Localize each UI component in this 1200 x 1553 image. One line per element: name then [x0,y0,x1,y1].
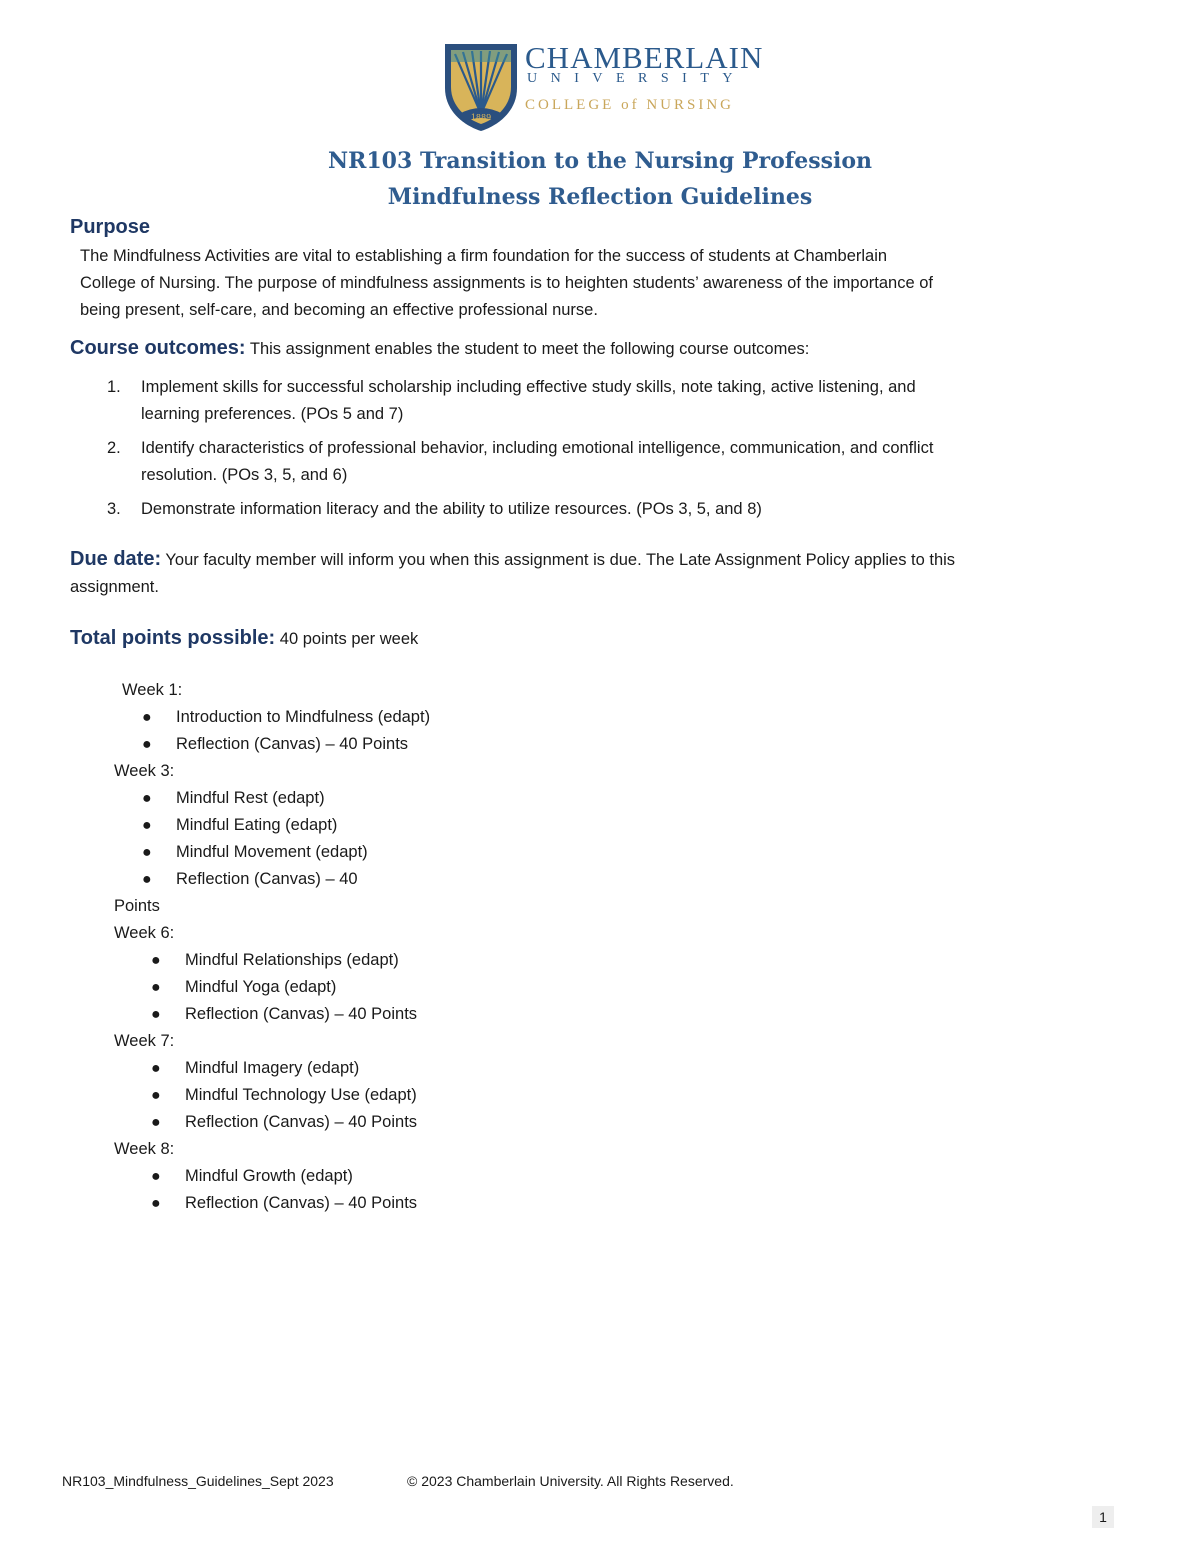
list-item: ● Mindful Eating (edapt) [142,816,338,834]
purpose-line: being present, self-care, and becoming an effective professional nurse. [80,301,598,319]
logo-college-label: COLLEGE of NURSING [525,97,734,113]
week-label: Week 8: [114,1140,175,1158]
logo-university-name: CHAMBERLAIN [525,40,764,75]
list-item: ● Mindful Rest (edapt) [142,789,325,807]
week-label: Week 3: [114,762,175,780]
due-date-text-cont: assignment. [70,578,159,596]
svg-text:1889: 1889 [470,113,492,122]
due-date-text: Your faculty member will inform you when this assignment is due. The Late Assignment Policy applies to this [165,551,956,569]
list-item: ● Mindful Movement (edapt) [142,843,368,861]
list-item: ● Reflection (Canvas) – 40 Points [142,735,409,753]
week-label: Week 1: [122,681,183,699]
list-item: ● Introduction to Mindfulness (edapt) [142,708,431,726]
page-number: 1 [1092,1506,1114,1528]
list-item: ● Mindful Relationships (edapt) [151,951,399,969]
total-points-section [70,625,418,653]
course-outcomes-intro: This assignment enables the student to meet the following course outcomes: [249,340,810,358]
due-date-heading: Due date: [70,548,162,570]
purpose-line: The Mindfulness Activities are vital to establishing a firm foundation for the success of students at Chamberlain [80,247,888,265]
outcome-item: 3. Demonstrate information literacy and the ability to utilize resources. (POs 3, 5, and 8) [107,500,762,518]
course-outcomes-section [70,335,809,363]
list-item-continuation: Points [114,897,160,915]
list-item: ● Mindful Growth (edapt) [151,1167,353,1185]
outcome-item: 1. Implement skills for successful scholarship including effective study skills, note taking, active listening, and learning preferences. (POs 5 and 7) [107,378,916,423]
logo-university-label: UNIVERSITY [527,71,746,86]
list-item: ● Reflection (Canvas) – 40 Points [151,1005,418,1023]
list-item: ● Mindful Yoga (edapt) [151,978,337,996]
document-subtitle: Mindfulness Reflection Guidelines [387,184,813,210]
footer-filename: NR103_Mindfulness_Guidelines_Sept 2023 [62,1473,334,1489]
outcome-item: 2. Identify characteristics of professional behavior, including emotional intelligence, communication, and conflict resolution. (POs 3, 5, and 6) [107,439,934,484]
chamberlain-logo [441,40,764,132]
footer-copyright: © 2023 Chamberlain University. All Rights Reserved. [407,1473,734,1489]
list-item: ● Reflection (Canvas) – 40 [142,870,358,888]
document-title: NR103 Transition to the Nursing Profession [327,148,873,174]
purpose-heading: Purpose [70,216,151,238]
list-item: ● Reflection (Canvas) – 40 Points [151,1194,418,1212]
list-item: ● Mindful Imagery (edapt) [151,1059,360,1077]
course-outcomes-list [107,374,1117,530]
total-points-value: 40 points per week [279,630,419,648]
week-label: Week 6: [114,924,175,942]
due-date-section [70,546,1140,601]
purpose-paragraph [80,243,1140,324]
course-outcomes-heading: Course outcomes: [70,337,246,359]
list-item: ● Mindful Technology Use (edapt) [151,1086,417,1104]
shield-icon [441,40,521,132]
list-item: ● Reflection (Canvas) – 40 Points [151,1113,418,1131]
week-label: Week 7: [114,1032,175,1050]
total-points-heading: Total points possible: [70,627,276,649]
purpose-line: College of Nursing. The purpose of mindfulness assignments is to heighten students’ awareness of the importance of [80,274,933,292]
